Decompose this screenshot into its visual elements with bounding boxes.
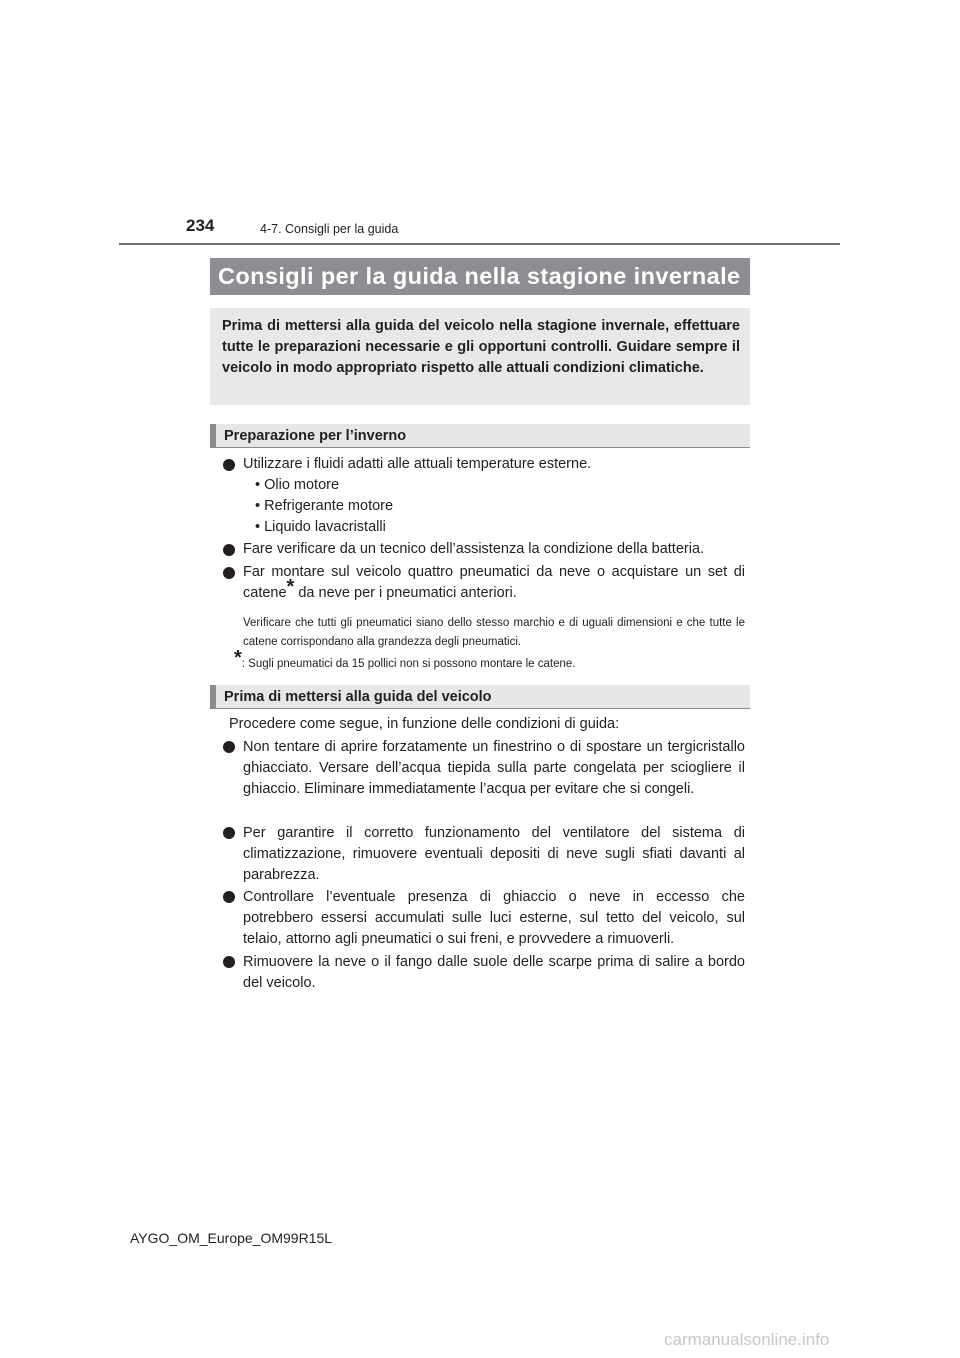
list-item-fluid: • Liquido lavacristalli: [255, 519, 386, 535]
page-number: 234: [186, 216, 215, 235]
document-code: AYGO_OM_Europe_OM99R15L: [130, 1230, 333, 1246]
text-catene: catene: [243, 585, 287, 601]
footnote-text: : Sugli pneumatici da 15 pollici non si possono montare le catene.: [241, 657, 576, 670]
bullet-icon: [223, 891, 235, 903]
footnote-marker: *: [286, 576, 295, 599]
list-item-frozen-windows: Non tentare di aprire forzatamente un finestrino o di spostare un tergicristallo ghiacciato. Versare dell’acqua tiepida sulla parte congelata per sciogliere il ghiaccio. Eliminare immediatamente l’acqua per evitare che si congeli.: [243, 739, 745, 797]
section-reference: 4-7. Consigli per la guida: [260, 222, 399, 236]
intro-box: Prima di mettersi alla guida del veicolo nella stagione invernale, effettuare tutte le preparazioni necessarie e gli opportuni controlli. Guidare sempre il veicolo in modo appropriato rispetto alle attuali condizioni climatiche.: [210, 308, 750, 405]
list-item-fluid: • Refrigerante motore: [255, 498, 394, 514]
text-tires-rest: da neve per i pneumatici anteriori.: [294, 585, 517, 601]
section-heading-before-driving: Prima di mettersi alla guida del veicolo: [210, 685, 750, 709]
list-item-fluid: • Olio motore: [255, 477, 340, 493]
paragraph-tires-line2: [243, 576, 517, 601]
watermark: carmanualsonline.info: [664, 1330, 830, 1349]
footnote: [234, 647, 576, 670]
footnote-marker: *: [234, 647, 242, 669]
list-item-shoes: Rimuovere la neve o il fango dalle suole delle scarpe prima di salire a bordo del veicolo.: [243, 954, 745, 991]
bullet-icon: [223, 459, 235, 471]
paragraph-fluids: Utilizzare i fluidi adatti alle attuali temperature esterne.: [243, 456, 592, 472]
list-item-ice-check: Controllare l’eventuale presenza di ghiaccio o neve in eccesso che potrebbero essersi accumulati sulle luci esterne, sul tetto del veicolo, sul telaio, attorno agli pneumatici o sui freni, e provvedere a rimuoverli.: [243, 889, 745, 947]
paragraph-tires-line1: Far montare sul veicolo quattro pneumatici da neve o acquistare un set di: [243, 564, 745, 580]
page-title: Consigli per la guida nella stagione invernale: [210, 258, 750, 295]
bullet-icon: [223, 956, 235, 968]
bullet-icon: [223, 567, 235, 579]
bullet-icon: [223, 741, 235, 753]
note-tires: Verificare che tutti gli pneumatici siano dello stesso marchio e di uguali dimensioni e che tutte le catene corrispondano alla grandezza degli pneumatici.: [243, 617, 745, 648]
paragraph-battery: Fare verificare da un tecnico dell’assistenza la condizione della batteria.: [243, 541, 705, 557]
bullet-icon: [223, 827, 235, 839]
section-heading-winter-prep: Preparazione per l’inverno: [210, 424, 750, 448]
paragraph-lead: Procedere come segue, in funzione delle condizioni di guida:: [229, 716, 620, 732]
header-divider: [119, 243, 840, 245]
list-item-ventilation: Per garantire il corretto funzionamento del ventilatore del sistema di climatizzazione, rimuovere eventuali depositi di neve sugli sfiati davanti al parabrezza.: [243, 825, 745, 883]
bullet-icon: [223, 544, 235, 556]
